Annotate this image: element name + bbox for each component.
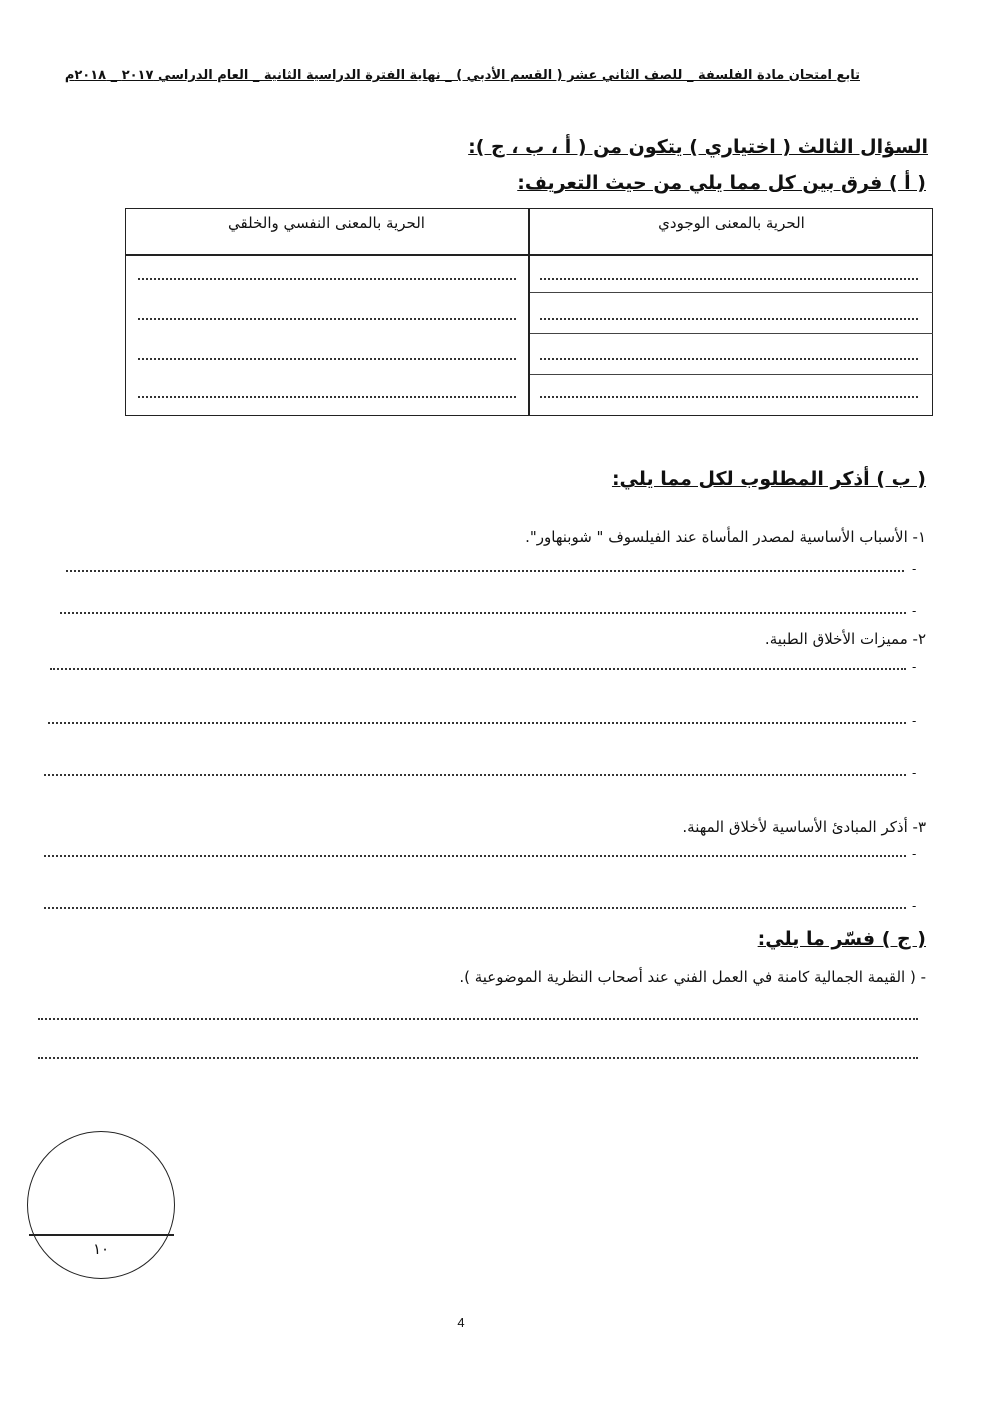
score-divider bbox=[29, 1234, 174, 1236]
section-b-item-3: ٣- أذكر المبادئ الأساسية لأخلاق المهنة. bbox=[682, 818, 926, 836]
section-b-item-1: ١- الأسباب الأساسية لمصدر المأساة عند الفيلسوف " شوبنهاور". bbox=[525, 528, 926, 546]
answer-marker: - bbox=[912, 562, 917, 576]
table-header-rule bbox=[125, 254, 933, 256]
answer-line-existential[interactable] bbox=[540, 358, 918, 360]
answer-line-psychological[interactable] bbox=[138, 358, 516, 360]
answer-line[interactable] bbox=[60, 612, 906, 614]
section-b-title: ( ب ) أذكر المطلوب لكل مما يلي: bbox=[611, 468, 926, 490]
answer-marker: - bbox=[912, 714, 917, 728]
answer-line-existential[interactable] bbox=[540, 318, 918, 320]
answer-line[interactable] bbox=[38, 1057, 918, 1059]
answer-line-psychological[interactable] bbox=[138, 318, 516, 320]
answer-marker: - bbox=[912, 899, 917, 913]
answer-line-existential[interactable] bbox=[540, 278, 918, 280]
answer-marker: - bbox=[912, 847, 917, 861]
table-column-divider bbox=[528, 208, 530, 416]
table-row-rule bbox=[530, 333, 933, 334]
section-a-title: ( أ ) فرق بين كل مما يلي من حيث التعريف: bbox=[517, 172, 926, 194]
score-value: ١٠ bbox=[92, 1240, 110, 1258]
answer-line[interactable] bbox=[48, 722, 906, 724]
answer-line-psychological[interactable] bbox=[138, 278, 516, 280]
section-c-title: ( ج ) فسّر ما يلي: bbox=[757, 928, 926, 950]
answer-marker: - bbox=[912, 766, 917, 780]
section-c-item: - ( القيمة الجمالية كامنة في العمل الفني عند أصحاب النظرية الموضوعية ). bbox=[459, 968, 926, 986]
table-row-rule bbox=[530, 374, 933, 375]
answer-line[interactable] bbox=[50, 668, 906, 670]
answer-line[interactable] bbox=[44, 855, 906, 857]
answer-marker: - bbox=[912, 604, 917, 618]
exam-header: تابع امتحان مادة الفلسفة _ للصف الثاني عشر ( القسم الأدبي ) _ نهاية الفترة الدراسية الثانية _ العام الدراسي ٢٠١٧ _ ٢٠١٨م bbox=[64, 68, 860, 83]
table-header-psychological: الحرية بالمعنى النفسي والخلقي bbox=[228, 214, 425, 232]
answer-line[interactable] bbox=[44, 774, 906, 776]
question-title: السؤال الثالث ( اختياري ) يتكون من ( أ ، ب ، ج ): bbox=[468, 136, 928, 158]
answer-line[interactable] bbox=[66, 570, 904, 572]
section-b-item-2: ٢- مميزات الأخلاق الطبية. bbox=[764, 630, 926, 648]
answer-marker: - bbox=[912, 660, 917, 674]
answer-line[interactable] bbox=[44, 907, 906, 909]
answer-line[interactable] bbox=[38, 1018, 918, 1020]
table-header-existential: الحرية بالمعنى الوجودي bbox=[658, 214, 805, 232]
page-number: 4 bbox=[457, 1315, 465, 1330]
answer-line-psychological[interactable] bbox=[138, 396, 516, 398]
answer-line-existential[interactable] bbox=[540, 396, 918, 398]
table-row-rule bbox=[530, 292, 933, 293]
